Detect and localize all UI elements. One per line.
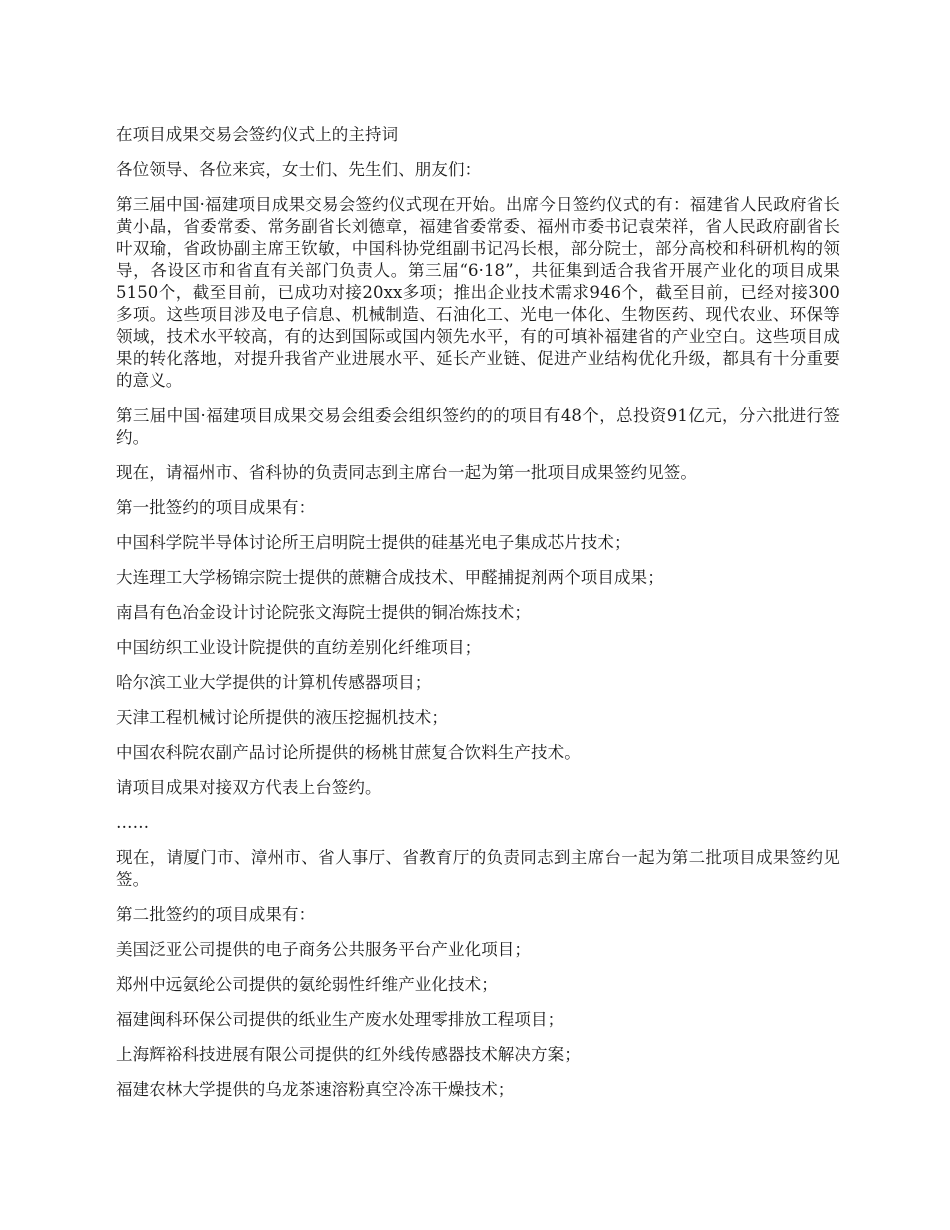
- list-item: 哈尔滨工业大学提供的计算机传感器项目；: [116, 673, 432, 692]
- list-item: 福建闽科环保公司提供的纸业生产废水处理零排放工程项目；: [116, 1010, 565, 1029]
- list-item: 上海辉裕科技进展有限公司提供的红外线传感器技术解决方案；: [116, 1045, 581, 1064]
- paragraph: 请项目成果对接双方代表上台签约。: [116, 778, 382, 797]
- document-title: 在项目成果交易会签约仪式上的主持词: [116, 125, 399, 144]
- document-page: [116, 124, 840, 1114]
- paragraph: 第三届中国·福建项目成果交易会组委会组织签约的的项目有48个，总投资91亿元，分六批进行签约。: [116, 406, 840, 447]
- list-item: 中国农科院农副产品讨论所提供的杨桃甘蔗复合饮料生产技术。: [116, 743, 581, 762]
- list-item: 郑州中远氨纶公司提供的氨纶弱性纤维产业化技术；: [116, 975, 498, 994]
- greeting: 各位领导、各位来宾，女士们、先生们、朋友们：: [116, 160, 482, 179]
- paragraph: 第三届中国·福建项目成果交易会签约仪式现在开始。出席今日签约仪式的有：福建省人民政府省长黄小晶，省委常委、常务副省长刘德章，福建省委常委、福州市委书记袁荣祥，省人民政府副省长叶双瑜，省政协副主席王钦敏，中国科协党组副书记冯长根，部分院士，部分高校和科研机构的领导，各设区市和省直有关部门负责人。第三届“6·18”，共征集到适合我省开展产业化的项目成果5150个，截至目前，已成功对接20xx多项；推出企业技术需求946个，截至目前，已经对接300多项。这些项目涉及电子信息、机械制造、石油化工、光电一体化、生物医药、现代农业、环保等领域，技术水平较高，有的达到国际或国内领先水平，有的可填补福建省的产业空白。这些项目成果的转化落地，对提升我省产业进展水平、延长产业链、促进产业结构优化升级，都具有十分重要的意义。: [116, 195, 840, 390]
- list-item: 中国科学院半导体讨论所王启明院士提供的硅基光电子集成芯片技术；: [116, 533, 631, 552]
- paragraph: 现在，请厦门市、漳州市、省人事厅、省教育厅的负责同志到主席台一起为第二批项目成果签约见签。: [116, 848, 840, 889]
- paragraph: 现在，请福州市、省科协的负责同志到主席台一起为第一批项目成果签约见签。: [116, 463, 697, 482]
- list-item: 福建农林大学提供的乌龙茶速溶粉真空冷冻干燥技术；: [116, 1080, 515, 1099]
- list-item: 天津工程机械讨论所提供的液压挖掘机技术；: [116, 708, 448, 727]
- paragraph: 第二批签约的项目成果有：: [116, 905, 316, 924]
- list-item: 南昌有色冶金设计讨论院张文海院士提供的铜冶炼技术；: [116, 603, 531, 622]
- list-item: 大连理工大学杨锦宗院士提供的蔗糖合成技术、甲醛捕捉剂两个项目成果；: [116, 568, 664, 587]
- ellipsis: ……: [116, 813, 150, 832]
- paragraph: 第一批签约的项目成果有：: [116, 498, 316, 517]
- list-item: 美国泛亚公司提供的电子商务公共服务平台产业化项目；: [116, 940, 531, 959]
- list-item: 中国纺织工业设计院提供的直纺差别化纤维项目；: [116, 638, 482, 657]
